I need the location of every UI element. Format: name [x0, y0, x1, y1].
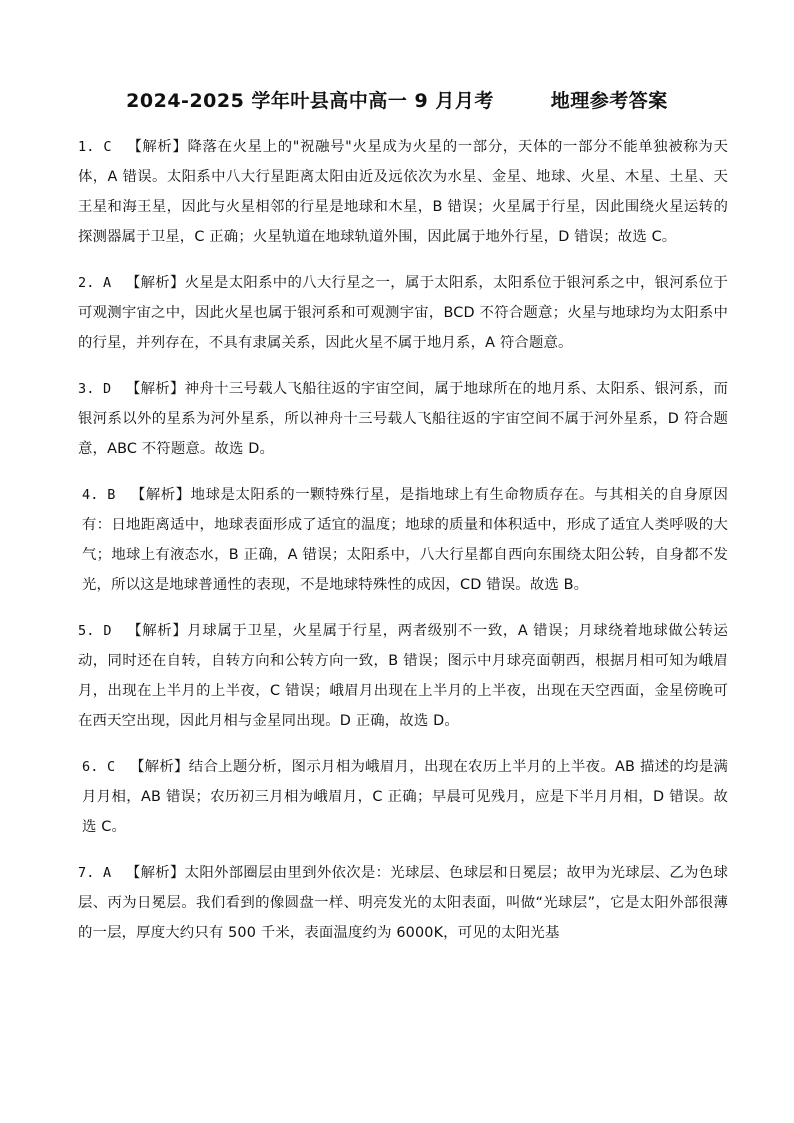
answer-text: 地球是太阳系的一颗特殊行星，是指地球上有生命物质存在。与其相关的自身原因有：日地距离适中，地球表面形成了适宜的温度；地球的质量和体积适中，形成了适宜人类呼吸的大气；地球上有液态水，B 正确，A 错误；太阳系中，八大行星都自西向东围绕太阳公转，自身都不发光，所以这是地球普通性的表现，不是地球特殊性的成因，CD 错误。故选 B。 — [82, 487, 728, 593]
answer-item — [78, 752, 728, 842]
answer-number: 4. B — [82, 487, 116, 503]
answer-item — [78, 374, 728, 464]
answer-number: 2. A — [78, 275, 112, 291]
answer-text: 神舟十三号载人飞船往返的宇宙空间，属于地球所在的地月系、太阳系、银河系，而银河系以外的星系为河外星系，所以神舟十三号载人飞船往返的宇宙空间不属于河外星系，D 符合题意，ABC 不符题意。故选 D。 — [78, 381, 728, 457]
answer-item — [78, 132, 728, 252]
analysis-tag: 【解析】 — [125, 865, 185, 881]
answer-text: 月球属于卫星，火星属于行星，两者级别不一致，A 错误；月球绕着地球做公转运动，同时还在自转，自转方向和公转方向一致，B 错误；图示中月球亮面朝西，根据月相可知为峨眉月，出现在上半月的上半夜，C 错误；峨眉月出现在上半月的上半夜，出现在天空西面，金星傍晚可在西天空出现，因此月相与金星同出现。D 正确，故选 D。 — [78, 623, 728, 729]
answer-text: 结合上题分析，图示月相为峨眉月，出现在农历上半月的上半夜。AB 描述的均是满月月相，AB 错误；农历初三月相为峨眉月，C 正确；早晨可见残月，应是下半月月相，D 错误。故选 C。 — [82, 759, 728, 835]
analysis-tag: 【解析】 — [127, 623, 188, 639]
answer-item — [78, 858, 728, 948]
analysis-tag: 【解析】 — [125, 381, 185, 397]
page-title: 2024-2025 学年叶县高中高一 9 月月考 地理参考答案 — [126, 90, 668, 112]
answer-number: 5. D — [78, 623, 112, 639]
answer-number: 3. D — [78, 381, 112, 397]
answer-text: 火星是太阳系中的八大行星之一，属于太阳系，太阳系位于银河系之中，银河系位于可观测宇宙之中，因此火星也属于银河系和可观测宇宙，BCD 不符合题意；火星与地球均为太阳系中的行星，并列存在，不具有隶属关系，因此火星不属于地月系，A 符合题意。 — [78, 275, 728, 351]
analysis-tag: 【解析】 — [127, 139, 188, 155]
analysis-tag: 【解析】 — [125, 275, 185, 291]
answer-text: 太阳外部圈层由里到外依次是：光球层、色球层和日冕层；故甲为光球层、乙为色球层、丙为日冕层。我们看到的像圆盘一样、明亮发光的太阳表面，叫做“光球层”，它是太阳外部很薄的一层，厚度大约只有 500 千米，表面温度约为 6000K，可见的太阳光基 — [78, 865, 728, 941]
answer-number: 6. C — [82, 759, 116, 775]
answer-item — [78, 268, 728, 358]
answer-item — [78, 616, 728, 736]
analysis-tag: 【解析】 — [129, 759, 189, 775]
answer-list — [78, 132, 728, 964]
answer-text: 降落在火星上的"祝融号"火星成为火星的一部分，天体的一部分不能单独被称为天体，A 错误。太阳系中八大行星距离太阳由近及远依次为水星、金星、地球、火星、木星、土星、天王星和海王星，因此与火星相邻的行星是地球和木星，B 错误；火星属于行星，因此围绕火星运转的探测器属于卫星，C 正确；火星轨道在地球轨道外围，因此属于地外行星，D 错误；故选 C。 — [78, 139, 728, 245]
answer-number: 1. C — [78, 139, 112, 155]
answer-item — [78, 480, 728, 600]
answer-number: 7. A — [78, 865, 112, 881]
analysis-tag: 【解析】 — [130, 487, 191, 503]
